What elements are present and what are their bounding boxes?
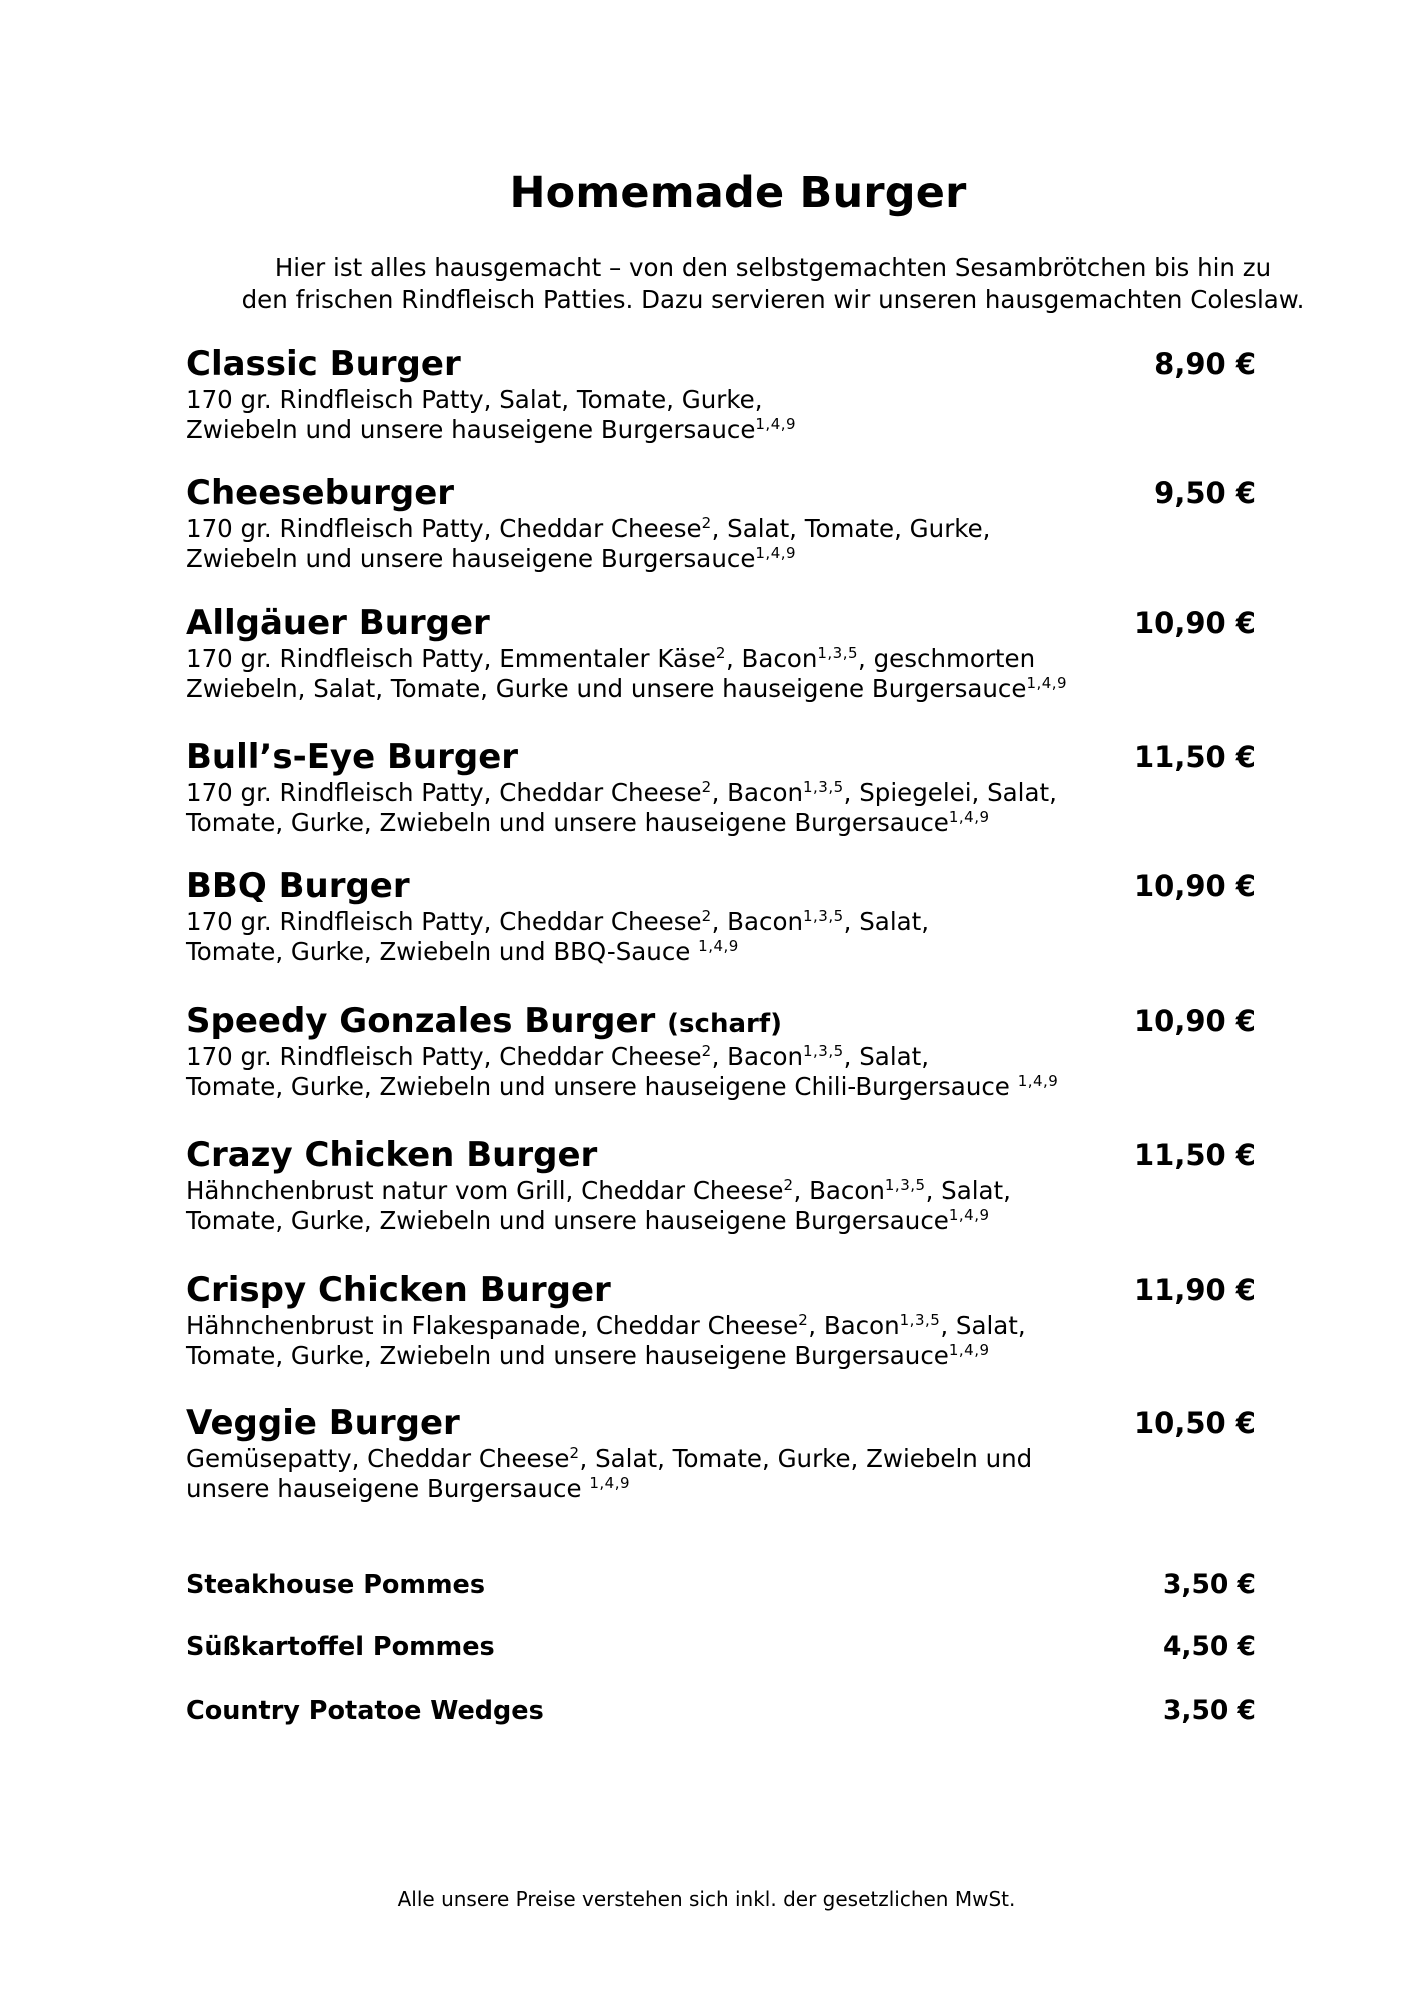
- menu-item-description: 170 gr. Rindfleisch Patty, Cheddar Cheese$^2$, Bacon$^{1,3,5}$, Spiegelei, Salat,: [186, 778, 1057, 807]
- allergen-footnote: 2: [798, 1311, 809, 1329]
- menu-item-name: Crispy Chicken Burger: [186, 1270, 611, 1310]
- allergen-footnote: 1,4,9: [1026, 674, 1068, 692]
- menu-item: [186, 735, 1256, 839]
- allergen-footnote: 2: [701, 1042, 712, 1060]
- menu-item-name: Classic Burger: [186, 344, 461, 384]
- allergen-footnote: 2: [715, 644, 726, 662]
- menu-item-description: unsere hauseigene Burgersauce $^{1,4,9}$: [186, 1474, 631, 1503]
- intro-line-1: Hier ist alles hausgemacht – von den selbstgemachten Sesambrötchen bis hin zu: [274, 253, 1272, 282]
- menu-item: [186, 1401, 1256, 1505]
- side-item-price: 4,50 €: [1162, 1631, 1256, 1662]
- menu-item: [186, 1268, 1256, 1372]
- menu-item-description: Tomate, Gurke, Zwiebeln und BBQ-Sauce $^{1,4,9}$: [186, 937, 739, 966]
- allergen-footnote: 1,3,5: [803, 1042, 844, 1060]
- allergen-footnote: 1,4,9: [755, 544, 797, 562]
- menu-item-header: [186, 735, 1256, 779]
- menu-item: [186, 471, 1256, 575]
- footer-note: Alle unsere Preise verstehen sich inkl. der gesetzlichen MwSt.: [397, 1887, 1016, 1911]
- menu-item-name: Bull’s-Eye Burger: [186, 737, 519, 777]
- menu-item-name: BBQ Burger: [186, 866, 410, 906]
- menu-item-description: Hähnchenbrust natur vom Grill, Cheddar Cheese$^2$, Bacon$^{1,3,5}$, Salat,: [186, 1176, 1011, 1205]
- menu-item: [186, 601, 1256, 705]
- allergen-footnote: 1,4,9: [948, 1206, 990, 1224]
- menu-item-header: [186, 601, 1256, 645]
- menu-item-price: 10,90 €: [1133, 869, 1256, 903]
- menu-item-description: Tomate, Gurke, Zwiebeln und unsere hauseigene Burgersauce$^{1,4,9}$: [186, 1341, 990, 1370]
- side-item-price: 3,50 €: [1162, 1695, 1256, 1726]
- side-item-price: 3,50 €: [1162, 1569, 1256, 1600]
- menu-item-price: 11,90 €: [1133, 1273, 1256, 1307]
- menu-item-header: [186, 471, 1256, 515]
- menu-item-name: Crazy Chicken Burger: [186, 1135, 598, 1175]
- allergen-footnote: 1,4,9: [948, 808, 990, 826]
- allergen-footnote: 2: [783, 1176, 794, 1194]
- page-title: Homemade Burger: [509, 168, 967, 218]
- menu-item-header: [186, 342, 1256, 386]
- menu-item-description: 170 gr. Rindfleisch Patty, Cheddar Cheese$^2$, Salat, Tomate, Gurke,: [186, 514, 991, 543]
- menu-item-description: Zwiebeln und unsere hauseigene Burgersauce$^{1,4,9}$: [186, 544, 797, 573]
- menu-item-price: 10,90 €: [1133, 1004, 1256, 1038]
- allergen-footnote: 1,4,9: [948, 1341, 990, 1359]
- menu-item-header: [186, 999, 1256, 1043]
- menu-item-price: 10,50 €: [1133, 1406, 1256, 1440]
- allergen-footnote: 1,3,5: [803, 778, 844, 796]
- menu-item-description: 170 gr. Rindfleisch Patty, Emmentaler Käse$^2$, Bacon$^{1,3,5}$, geschmorten: [186, 644, 1036, 673]
- menu-item-description: 170 gr. Rindfleisch Patty, Cheddar Cheese$^2$, Bacon$^{1,3,5}$, Salat,: [186, 1042, 930, 1071]
- menu-item-name: Speedy Gonzales Burger (scharf): [186, 1001, 783, 1041]
- allergen-footnote: 2: [701, 778, 712, 796]
- menu-item-header: [186, 1133, 1256, 1177]
- allergen-footnote: 1,3,5: [803, 907, 844, 925]
- menu-item-description: Tomate, Gurke, Zwiebeln und unsere hauseigene Burgersauce$^{1,4,9}$: [186, 1206, 990, 1235]
- menu-item-header: [186, 1268, 1256, 1312]
- intro-line-2: den frischen Rindfleisch Patties. Dazu servieren wir unseren hausgemachten Coleslaw.: [241, 285, 1305, 314]
- allergen-footnote: 1,3,5: [899, 1311, 941, 1329]
- menu-item-price: 8,90 €: [1154, 347, 1256, 381]
- menu-item-name: Cheeseburger: [186, 473, 455, 513]
- allergen-footnote: 2: [701, 514, 712, 532]
- menu-item: [186, 342, 1256, 446]
- allergen-footnote: 1,4,9: [698, 937, 739, 955]
- allergen-footnote: 1,4,9: [589, 1474, 631, 1492]
- menu-item-note: (scharf): [667, 1009, 783, 1039]
- menu-item-description: Zwiebeln und unsere hauseigene Burgersauce$^{1,4,9}$: [186, 415, 797, 444]
- menu-item-description: Gemüsepatty, Cheddar Cheese$^2$, Salat, Tomate, Gurke, Zwiebeln und: [186, 1444, 1033, 1473]
- menu-item-header: [186, 864, 1256, 908]
- side-item: [186, 1567, 1256, 1603]
- menu-item-name: Allgäuer Burger: [186, 603, 490, 643]
- allergen-footnote: 2: [569, 1444, 580, 1462]
- side-item: [186, 1693, 1256, 1729]
- menu-item-price: 11,50 €: [1133, 740, 1256, 774]
- allergen-footnote: 1,3,5: [817, 644, 859, 662]
- side-item-name: Steakhouse Pommes: [186, 1570, 486, 1600]
- side-item-name: Country Potatoe Wedges: [186, 1696, 544, 1726]
- menu-item-name: Veggie Burger: [186, 1403, 460, 1443]
- menu-item-price: 11,50 €: [1133, 1138, 1256, 1172]
- side-item: [186, 1629, 1256, 1665]
- side-item-name: Süßkartoffel Pommes: [186, 1632, 495, 1662]
- menu-item-description: Tomate, Gurke, Zwiebeln und unsere hauseigene Chili-Burgersauce $^{1,4,9}$: [186, 1072, 1059, 1101]
- allergen-footnote: 2: [701, 907, 712, 925]
- allergen-footnote: 1,4,9: [1017, 1072, 1059, 1090]
- allergen-footnote: 1,4,9: [755, 415, 797, 433]
- menu-item-description: 170 gr. Rindfleisch Patty, Salat, Tomate, Gurke,: [186, 385, 763, 414]
- menu-item-description: Zwiebeln, Salat, Tomate, Gurke und unsere hauseigene Burgersauce$^{1,4,9}$: [186, 674, 1068, 703]
- menu-item-price: 10,90 €: [1133, 606, 1256, 640]
- menu-item-description: Tomate, Gurke, Zwiebeln und unsere hauseigene Burgersauce$^{1,4,9}$: [186, 808, 990, 837]
- allergen-footnote: 1,3,5: [884, 1176, 926, 1194]
- menu-item: [186, 1133, 1256, 1237]
- menu-item-price: 9,50 €: [1154, 476, 1256, 510]
- intro-text: [0, 252, 1413, 316]
- menu-item-header: [186, 1401, 1256, 1445]
- menu-item-description: Hähnchenbrust in Flakespanade, Cheddar Cheese$^2$, Bacon$^{1,3,5}$, Salat,: [186, 1311, 1026, 1340]
- menu-item-description: 170 gr. Rindfleisch Patty, Cheddar Cheese$^2$, Bacon$^{1,3,5}$, Salat,: [186, 907, 930, 936]
- menu-item: [186, 999, 1256, 1103]
- menu-item: [186, 864, 1256, 968]
